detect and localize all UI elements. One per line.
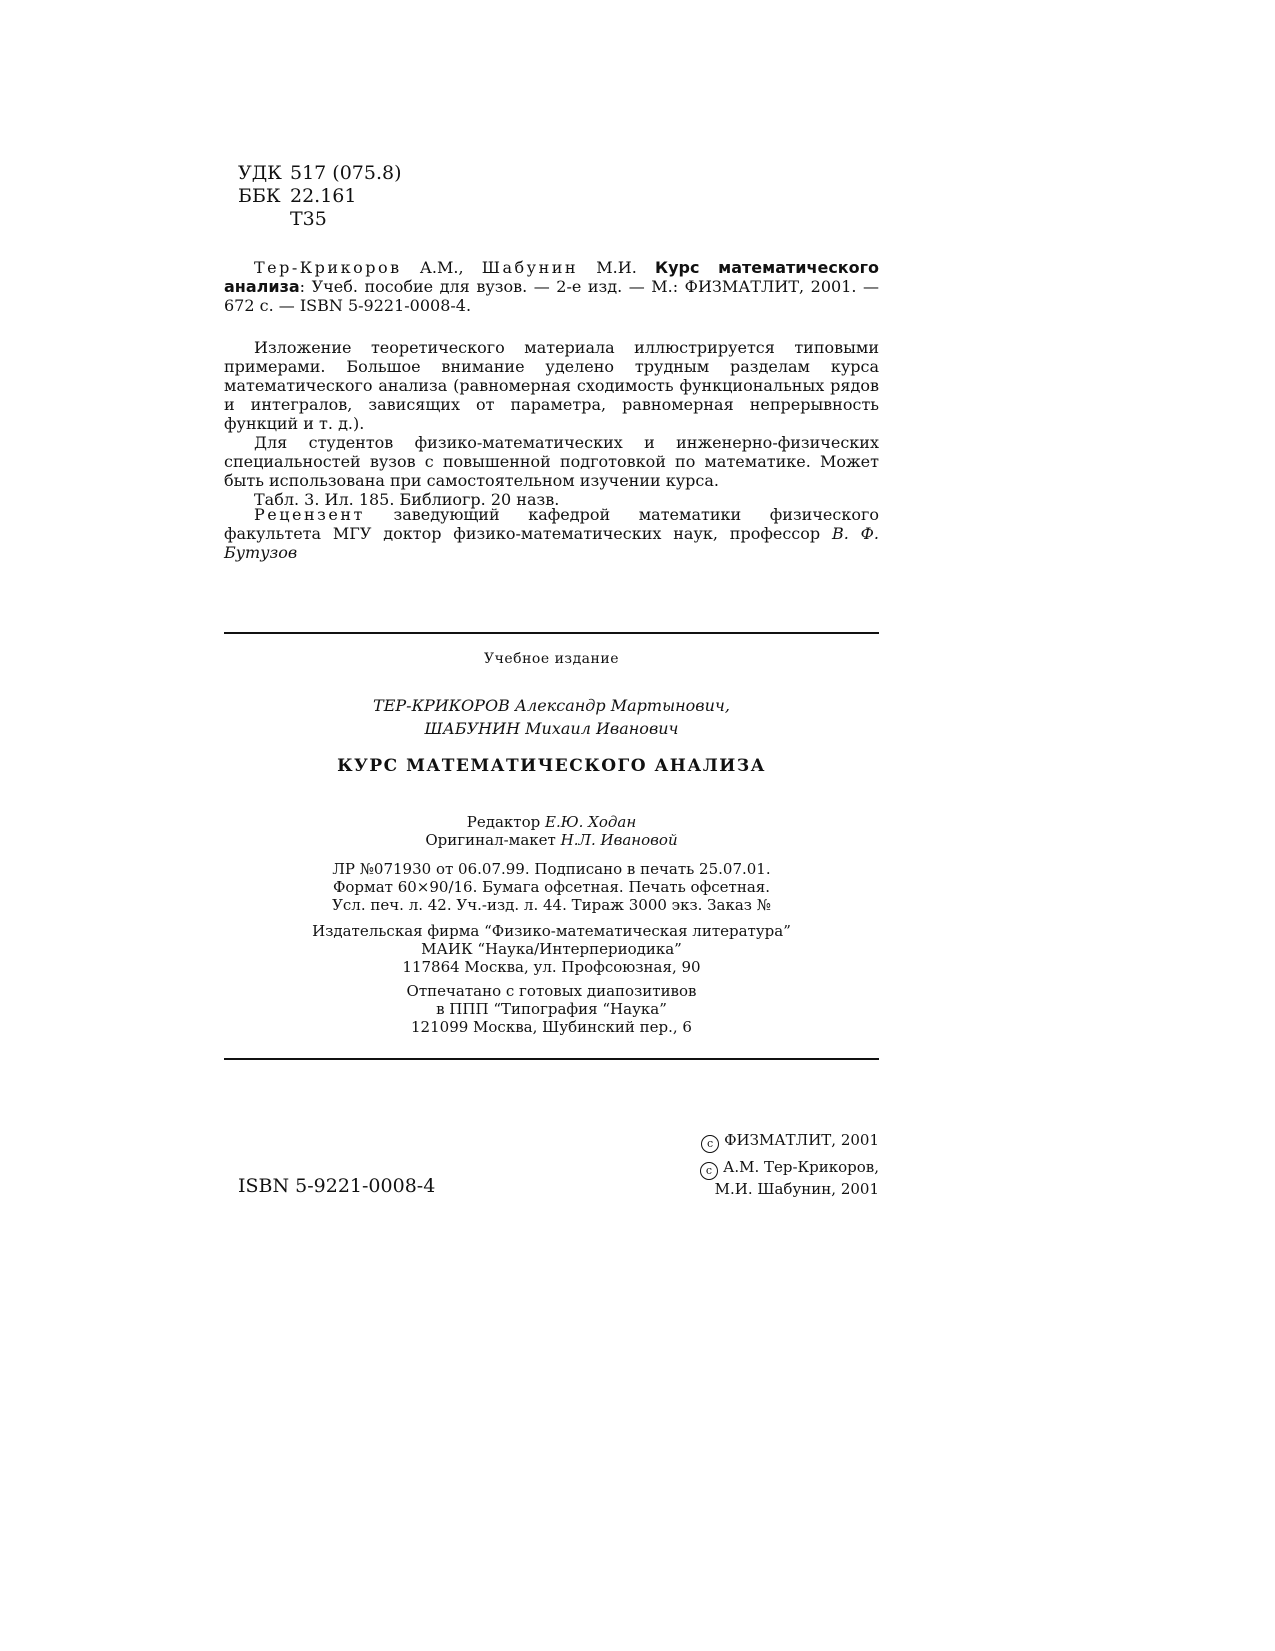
bibliographic-details: : Учеб. пособие для вузов. — 2-е изд. — М.: ФИЗМАТЛИТ, 2001. — 672 с. — ISBN 5-9221-0008-4. [224, 277, 879, 315]
publisher-info [224, 922, 879, 976]
annotation-paragraph-3: Табл. 3. Ил. 185. Библиогр. 20 назв. [254, 490, 560, 509]
editors [224, 813, 879, 849]
imprint-author-1 [224, 694, 879, 717]
publisher-line-1: Издательская фирма “Физико-математическая литература” [312, 922, 791, 940]
copyright-publisher-text: ФИЗМАТЛИТ, 2001 [724, 1131, 879, 1149]
copyright-publisher [640, 1131, 879, 1153]
printer-info [224, 982, 879, 1036]
top-divider [224, 632, 879, 634]
editor-name: Е.Ю. Ходан [545, 813, 637, 831]
classification-codes [238, 162, 402, 231]
bbk-label: ББК [238, 185, 281, 207]
printer-line-3: 121099 Москва, Шубинский пер., 6 [411, 1018, 692, 1036]
bbk-value: 22.161 [290, 185, 357, 207]
copyright-authors-line-1: А.М. Тер-Крикоров, [722, 1158, 879, 1176]
annotation [224, 338, 879, 509]
author1-surname: Тер-Крикоров [254, 258, 402, 277]
author1-surname-caps: ТЕР-КРИКОРОВ [373, 696, 510, 715]
printer-line-1: Отпечатано с готовых диапозитивов [406, 982, 697, 1000]
layout-label: Оригинал-макет [425, 831, 561, 849]
annotation-paragraph-1: Изложение теоретического материала иллюстрируется типовыми примерами. Большое внимание уделено трудным разделам курса математического анализа (равномерная сходимость функциональных рядов и интегралов, зависящих от параметра, равномерная непрерывность функций и т. д.). [224, 338, 879, 433]
author2-surname-caps: ШАБУНИН [424, 719, 521, 738]
edition-type: Учебное издание [484, 651, 619, 667]
bottom-divider [224, 1058, 879, 1060]
printer-line-2: в ППП “Типография “Наука” [436, 1000, 667, 1018]
reviewer-name: В. Ф. Бутузов [224, 524, 879, 562]
publisher-line-3: 117864 Москва, ул. Профсоюзная, 90 [402, 958, 701, 976]
author1-initials: А.М., [401, 258, 482, 277]
editor-line [224, 813, 879, 831]
author2-fullname: Михаил Иванович [520, 719, 679, 738]
copyright-icon: c [701, 1135, 719, 1153]
book-title-bold: Курс математического анализа [224, 258, 880, 296]
reviewer-label: Рецензент [254, 505, 365, 524]
reviewer-note [224, 505, 879, 562]
imprint-author-2 [224, 717, 879, 740]
print-line-1: ЛР №071930 от 06.07.99. Подписано в печать 25.07.01. [332, 860, 771, 878]
print-line-2: Формат 60×90/16. Бумага офсетная. Печать офсетная. [332, 878, 771, 896]
author1-fullname: Александр Мартынович, [509, 696, 730, 715]
imprint-authors [224, 694, 879, 740]
imprint-book-title: КУРС МАТЕМАТИЧЕСКОГО АНАЛИЗА [337, 756, 766, 776]
udk-row [238, 162, 402, 185]
udk-label: УДК [238, 162, 282, 184]
print-details [224, 860, 879, 914]
copyright-authors-line-2: М.И. Шабунин, 2001 [714, 1180, 879, 1198]
publisher-line-2: МАИК “Наука/Интерпериодика” [421, 940, 682, 958]
copyright-authors [640, 1158, 879, 1198]
editor-label: Редактор [466, 813, 546, 831]
author2-initials: М.И. [578, 258, 655, 277]
reviewer-text: заведующий кафедрой математики физического факультета МГУ доктор физико-математических наук, профессор [224, 505, 879, 543]
bbk-row [238, 185, 402, 208]
copyright-icon: c [700, 1162, 718, 1180]
isbn: ISBN 5-9221-0008-4 [238, 1175, 436, 1197]
author-code: Т35 [290, 208, 327, 230]
print-line-3: Усл. печ. л. 42. Уч.-изд. л. 44. Тираж 3000 экз. Заказ № [332, 896, 771, 914]
udk-value: 517 (075.8) [290, 162, 402, 184]
author2-surname: Шабунин [481, 258, 579, 277]
bibliographic-record [224, 258, 879, 315]
annotation-paragraph-2: Для студентов физико-математических и инженерно-физических специальностей вузов с повышенной подготовкой по математике. Может быть использована при самостоятельном изучении курса. [224, 433, 879, 490]
layout-name: Н.Л. Ивановой [560, 831, 678, 849]
layout-line [224, 831, 879, 849]
